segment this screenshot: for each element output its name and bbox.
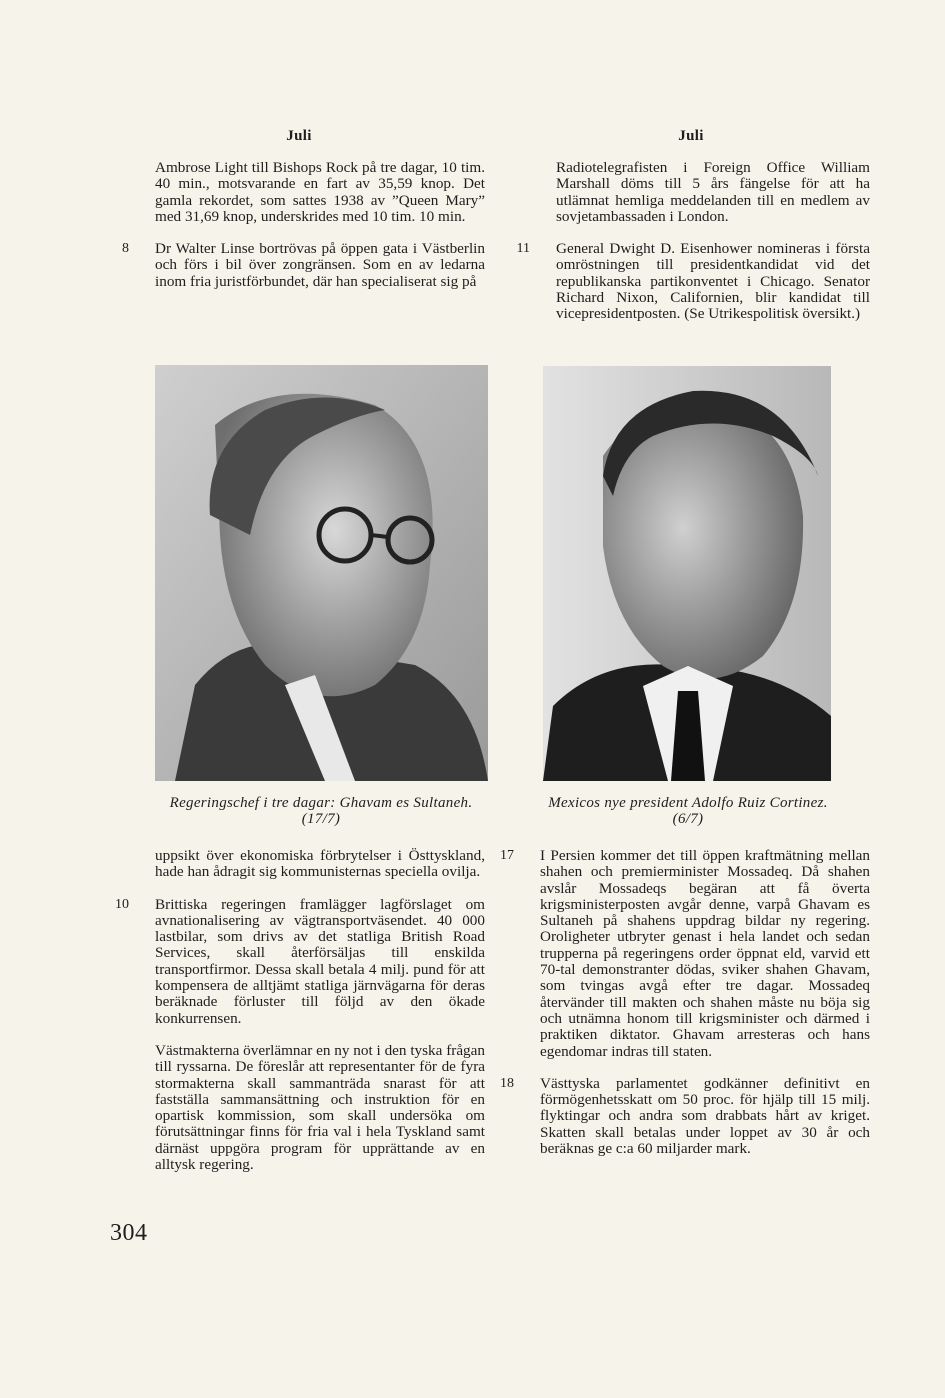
portrait-photo-right [543, 366, 831, 781]
entry-text: I Persien kommer det till öppen kraftmätning mellan shahen och premierminister Mossadeq. Då shahen avslår Mossadeqs begäran att få överta krigsministerposten avgår denne, varpå Ghavam es Sultaneh på shahens uppdrag bildar ny regering. Oroligheter utbryter genast i hela landet och sedan trupperna på regeringens order öppnat eld, varvid ett 70-tal demonstranter dödas, sviker shahen Ghavam, som tvingas avgå efter tre dagar. Mossadeq återvänder till makten och shahen måste nu böja sig och utnämna honom till krigsminister och därmed i praktiken diktator. Ghavam arresteras och hans egendomar indras till staten. [540, 847, 870, 1060]
entry-day: 11 [516, 241, 530, 257]
entry-text: Ambrose Light till Bishops Rock på tre dagar, 10 tim. 40 min., motsvarande en fart av 35,59 knop. Det gamla rekordet, som sattes 1938 av ”Queen Mary” med 31,69 knop, underskrides med 10 tim. 10 min. [155, 159, 485, 225]
entry-text: Västtyska parlamentet godkänner definitivt en förmögenhetsskatt om 50 proc. för hjälp till 15 milj. flyktingar och andra som drabbats hårt av kriget. Skatten skall betalas under loppet av 30 år och beräknas ge c:a 60 miljarder mark. [540, 1074, 870, 1158]
entry-text: Dr Walter Linse bortrövas på öppen gata i Västberlin och förs i bil över zongränsen. Som en av ledarna inom fria juristförbundet, där han specialiserat sig på [155, 240, 485, 290]
page-number: 304 [110, 1220, 148, 1246]
entry [516, 240, 870, 323]
entry [122, 240, 485, 290]
entry-text: Brittiska regeringen framlägger lagförslaget om avnationalisering av vägtransportväsendet. 40 000 lastbilar, som drivs av det statliga British Road Services, skall återförsäljas till enskilda transportfirmor. Dessa skall betala 4 milj. pund för att kompensera de alltjämt statliga järnvägarna för deras beräknade förluster till följd av den ökade konkurrensen. [155, 895, 485, 1027]
entry [556, 160, 870, 225]
entry [500, 1074, 870, 1158]
entry [500, 847, 870, 1060]
entry-day: 17 [500, 848, 514, 863]
header-month-right: Juli [678, 128, 704, 144]
entry [115, 895, 485, 1027]
entry [155, 848, 485, 881]
header-month-left: Juli [286, 128, 312, 144]
column-top-right [516, 159, 870, 339]
photo-caption-left: Regeringschef i tre dagar: Ghavam es Sultaneh. (17/7) [169, 795, 473, 827]
entry-text: uppsikt över ekonomiska förbrytelser i Östtyskland, hade han ådragit sig kommunisternas speciella ovilja. [155, 847, 485, 881]
column-bottom-right [500, 847, 870, 1173]
entry-day: 10 [115, 896, 129, 912]
column-bottom-left [115, 847, 485, 1189]
entry-text: General Dwight D. Eisenhower nomineras i första omröstningen till presidentkandidat vid det republikanska partikonventet i Chicago. Senator Richard Nixon, Californien, blir kandidat till vicepresidentposten. (Se Utrikespolitisk översikt.) [556, 240, 870, 323]
entry-text: Västmakterna överlämnar en ny not i den tyska frågan till ryssarna. De föreslår att representanter för de fyra stormakterna skall sammanträda snarast för att fastställa sammansättning och instruktion för en opartisk kommission, som skall undersöka om förutsättningar finns för fria val i hela Tyskland samt därnäst uppgöra program för upprättande av en alltysk regering. [155, 1041, 485, 1174]
entry-text: Radiotelegrafisten i Foreign Office William Marshall döms till 5 års fängelse för att ha utlämnat hemliga meddelanden till en medlem av sovjetambassaden i London. [556, 159, 870, 225]
entry [155, 1043, 485, 1173]
column-top-left [122, 159, 485, 306]
entry [155, 160, 485, 225]
portrait-photo-left [155, 365, 488, 781]
photo-caption-right: Mexicos nye president Adolfo Ruiz Cortinez. (6/7) [548, 795, 828, 827]
entry-day: 8 [122, 241, 129, 257]
entry-day: 18 [500, 1075, 514, 1091]
